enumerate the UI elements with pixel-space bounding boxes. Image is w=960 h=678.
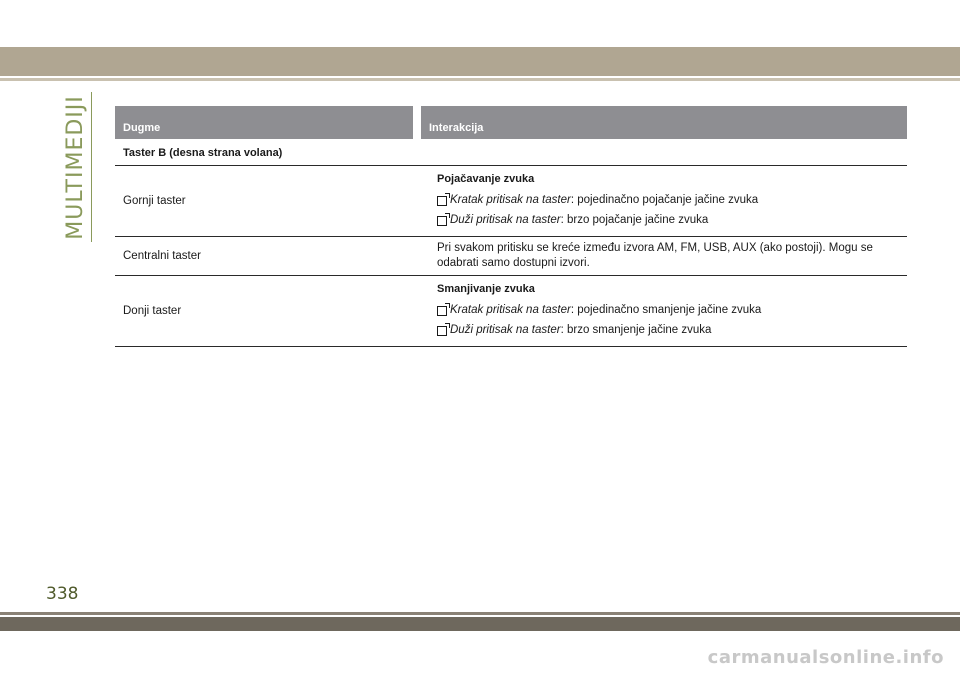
table-row [115,237,907,276]
row-interaction [421,166,907,236]
interaction-table [115,106,907,347]
checkbox-bullet-icon [437,326,447,336]
table-row [115,166,907,237]
watermark-text: carmanualsonline.info [707,647,944,668]
row-button-name: Gornji taster [123,195,186,207]
row-interaction-text: Pri svakom pritisku se kreće između izvora AM, FM, USB, AUX (ako postoji). Mogu se odabrati samo dostupni izvori. [437,242,873,269]
section-side-title [60,92,92,242]
section-side-title-text: MULTIMEDIJI [63,94,88,240]
press-effect: : brzo smanjenje jačine zvuka [560,324,712,336]
press-type: Duži pritisak na taster [450,324,561,336]
row-interaction-title: Smanjivanje zvuka [437,283,535,295]
group-row: Taster B (desna strana volana) [115,139,907,166]
header-interakcija: Interakcija [421,106,907,139]
header-dugme: Dugme [115,106,413,139]
table-header [115,106,907,139]
checkbox-bullet-icon [437,306,447,316]
press-effect: : brzo pojačanje jačine zvuka [560,214,709,226]
press-type: Duži pritisak na taster [450,214,561,226]
top-decor-band [0,47,960,76]
bottom-decor-line [0,612,960,615]
press-type: Kratak pritisak na taster [450,194,571,206]
press-effect: : pojedinačno pojačanje jačine zvuka [570,194,759,206]
list-item [437,213,899,228]
list-item [437,323,899,338]
checkbox-bullet-icon [437,216,447,226]
row-interaction [421,276,907,346]
page-number: 338 [46,584,79,604]
table-row [115,276,907,347]
checkbox-bullet-icon [437,196,447,206]
top-decor-line [0,78,960,81]
press-type: Kratak pritisak na taster [450,304,571,316]
header-gap [413,106,421,139]
row-button-name: Donji taster [123,305,182,317]
list-item [437,193,899,208]
press-effect: : pojedinačno smanjenje jačine zvuka [570,304,762,316]
list-item [437,303,899,318]
bottom-decor-band [0,617,960,631]
row-interaction-title: Pojačavanje zvuka [437,173,535,185]
row-button-name: Centralni taster [123,250,201,262]
